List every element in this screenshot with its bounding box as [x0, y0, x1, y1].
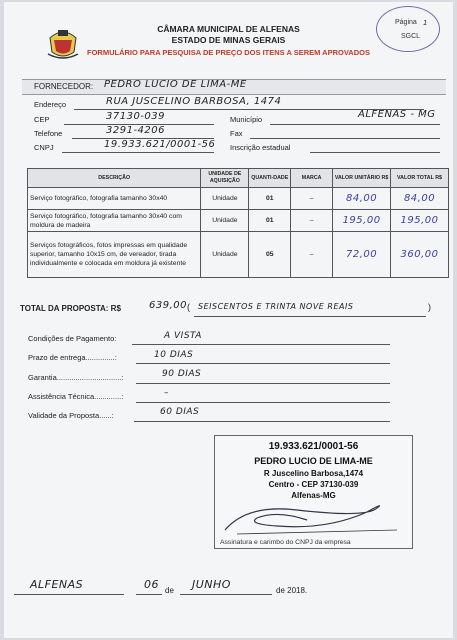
items-table — [27, 168, 449, 278]
row-quantidade: 01 — [249, 188, 291, 210]
header-line-3: FORMULÁRIO PARA PESQUISA DE PREÇO DOS ITENS A SEREM APROVADOS — [87, 48, 370, 57]
signature-mark — [217, 500, 407, 540]
row-valor-unitario: 84,00 — [333, 188, 391, 210]
garantia-value: 90 DIAS — [162, 369, 202, 379]
garantia-label: Garantia...............................: — [28, 373, 124, 382]
validade-label: Validade da Proposta......: — [28, 411, 114, 420]
stamp-city: Alfenas-MG — [291, 491, 336, 500]
validade-value: 60 DIAS — [160, 407, 200, 417]
page-stamp-number: 1 — [423, 19, 428, 27]
pagamento-label: Condições de Pagamento: — [28, 334, 117, 343]
telefone-value: 3291-4206 — [106, 125, 166, 136]
row-marca: – — [291, 210, 333, 232]
row-quantidade: 01 — [249, 210, 291, 232]
col-marca: MARCA — [291, 169, 333, 188]
total-label: TOTAL DA PROPOSTA: R$ — [20, 304, 121, 313]
footer-year: de 2018. — [276, 586, 308, 595]
fax-label: Fax — [230, 129, 243, 138]
table-row — [28, 210, 449, 232]
document-page: Página 1 SGCL CÂMARA MUNICIPAL DE ALFENAS ESTADO DE MINAS GERAIS FORMULÁRIO PARA PESQUISA DE PREÇO DOS ITENS A SEREM APROVADOS FORNECEDOR: PEDRO LUCIO DE LIMA-ME Endereço RUA JUSCELINO BARBOSA, 1474 CEP 37130-039 Município ALFENAS - MG Telefone 3291-4206 Fax CNPJ 19.933.621/0001-56 Inscrição estadual DESCRIÇÃO UNIDADE DE AQUISIÇÃO QUANTI-DADE MARCA VALOR UNITÁRIO R$ VALOR TOTAL R$ Serviço fotográfico, fotografia tamanho 30x40 Unidade 01 – 84,00 84,00 Serviço fotográfico, fotografia tamanho 30x40 com moldura de madeira Unidade 01 – 195,00 195,00 Serviços fotográficos, fotos impressas em qualidade superior, tamanho 10x15 cm, de vereador, tirada individualmente e colocada em moldura já existente Unidade 05 – 72,00 360,00 TOTAL DA PROPOSTA: R$ 639,00 ( SEISCENTOS E TRINTA NOVE REAIS ) Condições de Pagamento: A VISTA Prazo de entrega..............: 10 DIAS Garantia...............................: 90 DIAS Assistência Técnica.............: – Validade da Proposta......: 60 DIAS 19.933.621/0001-56 PEDRO LUCIO DE LIMA-ME R Juscelino Barbosa,1474 Centro - CEP 37130-039 Alfenas-MG Assinatura e carimbo do CNPJ da empresa ALFENAS 06 de JUNHO de 2018. — [4, 2, 453, 638]
row-quantidade: 05 — [249, 232, 291, 278]
assistencia-value: – — [164, 388, 169, 398]
fornecedor-label: FORNECEDOR: — [34, 82, 94, 91]
page-stamp-code: SGCL — [401, 33, 421, 40]
entrega-label: Prazo de entrega..............: — [28, 353, 117, 362]
stamp-district: Centro - CEP 37130-039 — [268, 480, 359, 489]
col-descricao: DESCRIÇÃO — [28, 169, 201, 188]
fornecedor-value: PEDRO LUCIO DE LIMA-ME — [104, 79, 247, 90]
header-line-2: ESTADO DE MINAS GERAIS — [171, 35, 286, 45]
footer-day: 06 — [144, 578, 159, 591]
municipio-value: ALFENAS - MG — [358, 109, 436, 120]
table-row — [28, 232, 449, 278]
row-unidade: Unidade — [201, 232, 249, 278]
endereco-label: Endereço — [34, 100, 67, 109]
total-value: 639,00 — [149, 300, 187, 311]
assistencia-label: Assistência Técnica.............: — [28, 392, 124, 401]
cnpj-label: CNPJ — [34, 143, 54, 152]
table-row — [28, 188, 449, 210]
items-table-header — [28, 169, 449, 188]
cep-label: CEP — [34, 115, 50, 124]
stamp-cnpj: 19.933.621/0001-56 — [268, 441, 359, 452]
row-valor-unitario: 195,00 — [333, 210, 391, 232]
cnpj-stamp — [214, 435, 413, 549]
cep-value: 37130-039 — [106, 111, 166, 122]
row-valor-total: 84,00 — [391, 188, 449, 210]
cnpj-value: 19.933.621/0001-56 — [104, 139, 216, 150]
row-unidade: Unidade — [201, 210, 249, 232]
footer-city: ALFENAS — [30, 578, 84, 591]
signature-caption: Assinatura e carimbo do CNPJ da empresa — [220, 539, 351, 546]
pagamento-value: A VISTA — [164, 331, 202, 341]
row-valor-total: 195,00 — [391, 210, 449, 232]
col-valor-unitario: VALOR UNITÁRIO R$ — [333, 169, 391, 188]
stamp-address: R Juscelino Barbosa,1474 — [263, 469, 364, 478]
telefone-label: Telefone — [34, 129, 63, 138]
row-marca: – — [291, 188, 333, 210]
row-unidade: Unidade — [201, 188, 249, 210]
row-descricao: Serviço fotográfico, fotografia tamanho 30x40 — [28, 188, 201, 210]
municipio-label: Município — [230, 115, 263, 124]
endereco-value: RUA JUSCELINO BARBOSA, 1474 — [106, 96, 282, 107]
footer-month: JUNHO — [192, 578, 231, 591]
row-marca: – — [291, 232, 333, 278]
row-valor-unitario: 72,00 — [333, 232, 391, 278]
inscricao-label: Inscrição estadual — [230, 143, 291, 152]
header-line-1: CÂMARA MUNICIPAL DE ALFENAS — [157, 24, 300, 34]
total-words: SEISCENTOS E TRINTA NOVE REAIS — [198, 302, 354, 311]
col-quantidade: QUANTI-DADE — [249, 169, 291, 188]
row-descricao: Serviço fotográfico, fotografia tamanho 30x40 com moldura de madeira — [28, 210, 201, 232]
row-valor-total: 360,00 — [391, 232, 449, 278]
row-descricao: Serviços fotográficos, fotos impressas em qualidade superior, tamanho 10x15 cm, de vereador, tirada individualmente e colocada em moldura já existente — [28, 232, 201, 278]
col-valor-total: VALOR TOTAL R$ — [391, 169, 449, 188]
entrega-value: 10 DIAS — [154, 350, 194, 360]
footer-de-1: de — [165, 586, 174, 595]
col-unidade: UNIDADE DE AQUISIÇÃO — [201, 169, 249, 188]
document-header — [4, 24, 453, 58]
stamp-name: PEDRO LUCIO DE LIMA-ME — [254, 456, 373, 466]
page-stamp-text: Página — [395, 19, 417, 26]
